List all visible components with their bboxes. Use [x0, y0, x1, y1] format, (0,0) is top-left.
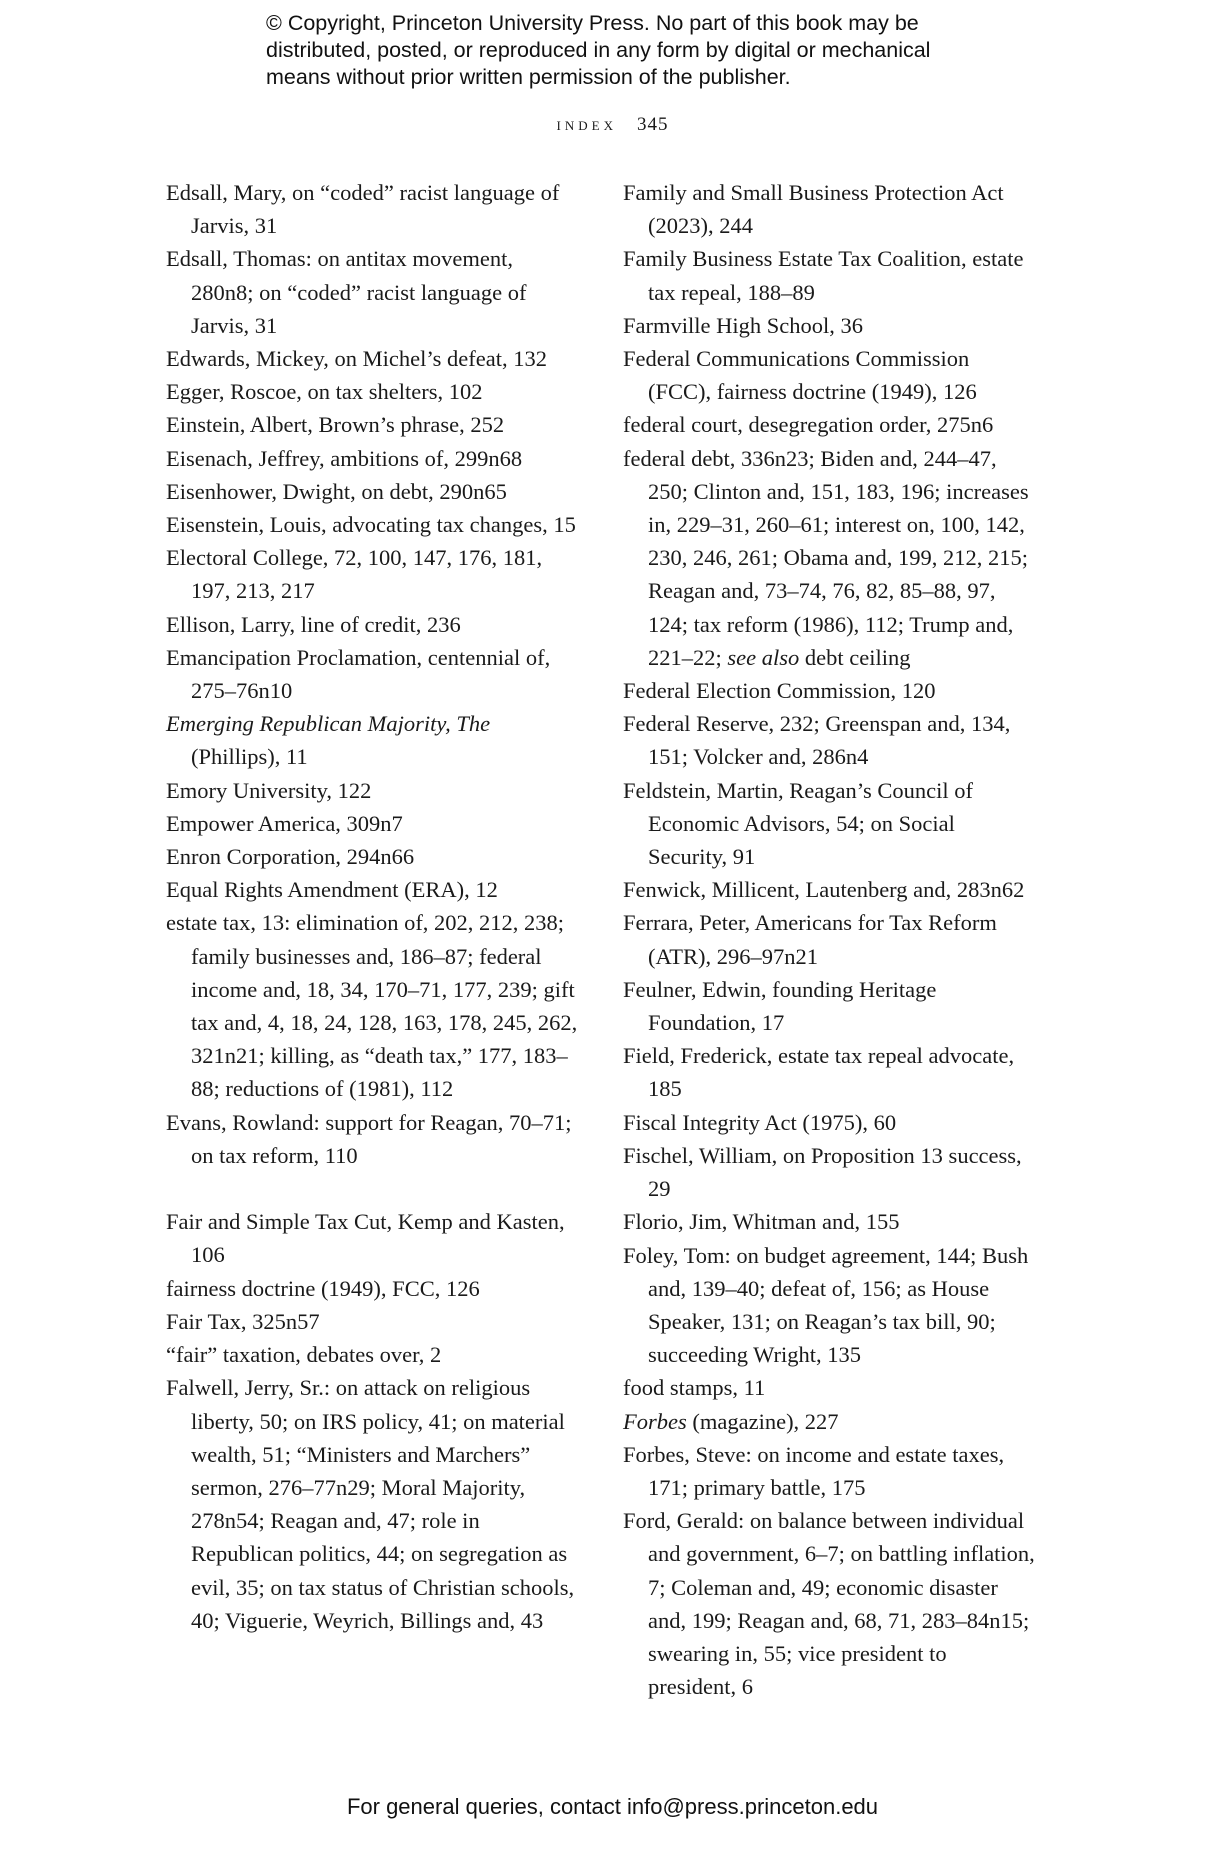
entry-text: Emory University, 122	[166, 777, 372, 803]
index-entry	[166, 840, 578, 873]
page-number: 345	[636, 114, 669, 135]
entry-text: Eisenhower, Dwight, on debt, 290n65	[166, 478, 507, 504]
entry-text: Enron Corporation, 294n66	[166, 844, 415, 870]
index-entry	[166, 342, 578, 375]
entry-text: Einstein, Albert, Brown’s phrase, 252	[166, 412, 505, 438]
index-entry	[623, 342, 1035, 408]
index-entry	[166, 1205, 578, 1271]
entry-text: Falwell, Jerry, Sr.: on attack on religious liberty, 50; on IRS policy, 41; on material wealth, 51; “Ministers and Marchers” sermon, 276–77n29; Moral Majority, 278n54; Reagan and, 47; role in Republican politics, 44; on segregation as evil, 35; on tax status of Christian schools, 40; Viguerie, Weyrich, Billings and, 43	[166, 1375, 575, 1633]
index-entry	[166, 1106, 578, 1172]
section-break	[166, 1172, 578, 1205]
entry-text: “fair” taxation, debates over, 2	[166, 1342, 442, 1368]
entry-text: Foley, Tom: on budget agreement, 144; Bush and, 139–40; defeat of, 156; as House Speaker, 131; on Reagan’s tax bill, 90; succeeding Wright, 135	[623, 1242, 1029, 1368]
entry-text: Equal Rights Amendment (ERA), 12	[166, 877, 498, 903]
entry-text: Electoral College, 72, 100, 147, 176, 181, 197, 213, 217	[166, 545, 543, 604]
index-entry	[623, 1371, 1035, 1404]
entry-text: Ellison, Larry, line of credit, 236	[166, 611, 461, 637]
running-head-label: index	[556, 114, 617, 135]
index-entry	[623, 707, 1035, 773]
index-entry	[166, 442, 578, 475]
entry-text: Federal Communications Commission (FCC), fairness doctrine (1949), 126	[623, 346, 977, 405]
entry-text: Field, Frederick, estate tax repeal advocate, 185	[623, 1043, 1015, 1102]
index-entry	[623, 873, 1035, 906]
index-entry	[166, 1338, 578, 1371]
entry-text: Edsall, Thomas: on antitax movement, 280n8; on “coded” racist language of Jarvis, 31	[166, 246, 527, 338]
index-entry	[623, 774, 1035, 874]
index-entry	[166, 1371, 578, 1637]
entry-text: Federal Election Commission, 120	[623, 678, 936, 704]
entry-rest-text: debt ceiling	[799, 644, 911, 670]
running-head	[0, 114, 1225, 136]
entry-text: Ferrara, Peter, Americans for Tax Reform (ATR), 296–97n21	[623, 910, 997, 969]
index-entry	[166, 707, 578, 773]
entry-text: Evans, Rowland: support for Reagan, 70–71; on tax reform, 110	[166, 1109, 572, 1168]
index-entry	[623, 309, 1035, 342]
index-entry	[166, 176, 578, 242]
index-entry	[623, 1239, 1035, 1372]
index-entry	[166, 242, 578, 342]
entry-text: federal debt, 336n23; Biden and, 244–47, 250; Clinton and, 151, 183, 196; increases in, 229–31, 260–61; interest on, 100, 142, 230, 246, 261; Obama and, 199, 212, 215; Reagan and, 73–74, 76, 82, 85–88, 97, 124; tax reform (1986), 112; Trump and, 221–22;	[623, 445, 1029, 670]
index-entry	[623, 176, 1035, 242]
entry-text: federal court, desegregation order, 275n6	[623, 412, 994, 438]
index-entry	[623, 1504, 1035, 1703]
entry-text: Feldstein, Martin, Reagan’s Council of Economic Advisors, 54; on Social Security, 91	[623, 777, 973, 870]
copyright-notice: © Copyright, Princeton University Press. No part of this book may be distributed, posted, or reproduced in any form by digital or mechanical means without prior written permission of the publisher.	[266, 11, 931, 89]
entry-text: Fiscal Integrity Act (1975), 60	[623, 1109, 897, 1135]
index-entry	[166, 906, 578, 1105]
entry-text: Fenwick, Millicent, Lautenberg and, 283n62	[623, 877, 1025, 903]
index-entry	[166, 608, 578, 641]
index-entry	[623, 1405, 1035, 1438]
entry-text: Family and Small Business Protection Act (2023), 244	[623, 180, 1004, 239]
entry-italic-text: Forbes	[623, 1408, 687, 1434]
index-entry	[166, 1305, 578, 1338]
entry-text: estate tax, 13: elimination of, 202, 212, 238; family businesses and, 186–87; federal income and, 18, 34, 170–71, 177, 239; gift tax and, 4, 18, 24, 128, 163, 178, 245, 262, 321n21; killing, as “death tax,” 177, 183–88; reductions of (1981), 112	[166, 910, 578, 1102]
entry-text: Forbes, Steve: on income and estate taxes, 171; primary battle, 175	[623, 1441, 1005, 1500]
entry-text: Emancipation Proclamation, centennial of, 275–76n10	[166, 644, 551, 704]
index-entry	[623, 1039, 1035, 1105]
entry-text: Eisenstein, Louis, advocating tax changes, 15	[166, 512, 576, 538]
entry-text: Edwards, Mickey, on Michel’s defeat, 132	[166, 346, 547, 372]
index-entry	[166, 873, 578, 906]
entry-text: Egger, Roscoe, on tax shelters, 102	[166, 379, 483, 405]
index-entry	[623, 973, 1035, 1039]
entry-text: Fair Tax, 325n57	[166, 1308, 320, 1334]
entry-text: Feulner, Edwin, founding Heritage Foundation, 17	[623, 976, 937, 1036]
entry-italic-text: Emerging Republican Majority, The	[166, 711, 491, 737]
index-entry	[166, 774, 578, 807]
entry-text: Fair and Simple Tax Cut, Kemp and Kasten, 106	[166, 1209, 565, 1268]
index-column-right	[623, 176, 1035, 1703]
entry-text: fairness doctrine (1949), FCC, 126	[166, 1275, 480, 1301]
index-entry	[623, 1438, 1035, 1504]
index-entry	[166, 375, 578, 408]
entry-text: Florio, Jim, Whitman and, 155	[623, 1209, 900, 1235]
entry-text: Ford, Gerald: on balance between individual and government, 6–7; on battling inflation, 7; Coleman and, 49; economic disaster and, 199; Reagan and, 68, 71, 283–84n15; swearing in, 55; vice president to president, 6	[623, 1508, 1035, 1700]
entry-text: Family Business Estate Tax Coalition, estate tax repeal, 188–89	[623, 246, 1024, 305]
index-entry	[166, 541, 578, 607]
index-entry	[166, 807, 578, 840]
index-entry	[623, 408, 1035, 441]
footer-contact: For general queries, contact info@press.princeton.edu	[346, 1794, 879, 1819]
entry-text: Farmville High School, 36	[623, 312, 863, 338]
index-entry	[623, 1139, 1035, 1205]
index-entry	[623, 674, 1035, 707]
entry-text: Fischel, William, on Proposition 13 success, 29	[623, 1142, 1022, 1202]
index-column-left	[166, 176, 578, 1637]
index-entry	[623, 442, 1035, 674]
entry-rest-text: (magazine), 227	[686, 1408, 839, 1434]
entry-text: food stamps, 11	[623, 1375, 766, 1401]
index-entry	[623, 906, 1035, 972]
entry-rest-text: (Phillips), 11	[191, 744, 308, 770]
index-entry	[623, 1205, 1035, 1238]
entry-italic-text: see also	[727, 644, 800, 670]
index-entry	[166, 641, 578, 707]
entry-text: Federal Reserve, 232; Greenspan and, 134, 151; Volcker and, 286n4	[623, 711, 1011, 770]
index-entry	[166, 508, 578, 541]
index-entry	[166, 475, 578, 508]
entry-text: Empower America, 309n7	[166, 810, 403, 836]
entry-text: Edsall, Mary, on “coded” racist language of Jarvis, 31	[166, 180, 560, 239]
index-entry	[623, 242, 1035, 308]
index-entry	[166, 408, 578, 441]
index-entry	[623, 1106, 1035, 1139]
entry-text: Eisenach, Jeffrey, ambitions of, 299n68	[166, 445, 523, 471]
index-entry	[166, 1272, 578, 1305]
